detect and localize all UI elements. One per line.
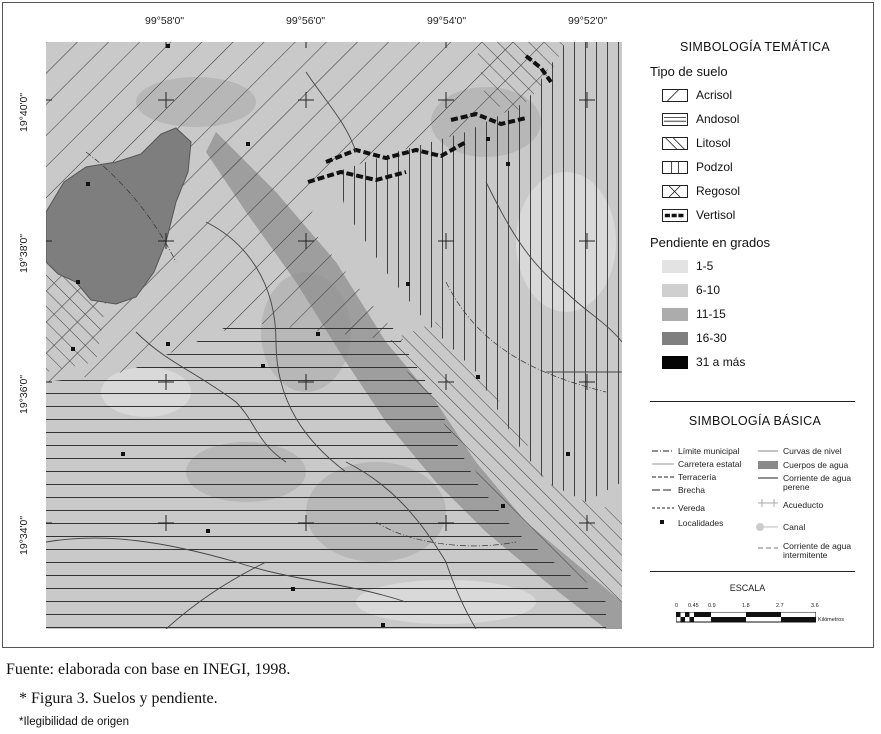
slope-label: 6-10 [696,283,721,297]
slope-swatch-4 [662,332,688,345]
scale-tick-4: 2.7 [776,603,784,609]
basic-label-aqueduct: Acueducto [783,500,824,510]
soil-label: Acrisol [696,88,733,102]
basic-label-state-road: Carretera estatal [678,459,742,469]
soil-label: Vertisol [696,208,736,222]
basic-label-dirt-road: Terracería [678,472,717,482]
basic-label-path: Vereda [678,503,705,513]
scale-title: ESCALA [729,583,766,593]
slope-label: 16-30 [696,331,727,345]
slope-legend-list [650,254,860,374]
slope-swatch-1 [662,260,688,273]
soil-legend-item [650,179,860,203]
basic-label-water-bodies: Cuerpos de agua [783,460,849,470]
longitude-label-2: 99°56'0" [286,15,326,27]
litosol-swatch [662,137,688,150]
basic-label-contours: Curvas de nivel [783,446,842,456]
latitude-label-2: 19°38'0" [18,233,30,273]
basic-label-localities: Localidades [678,518,724,528]
legend-divider [650,401,855,402]
soil-legend-list [650,83,860,227]
slope-title: Pendiente en grados [650,235,770,250]
scale-tick-3: 1.8 [742,603,750,609]
acrisol-swatch [662,89,688,102]
soil-legend-item [650,155,860,179]
illegibility-note: *Ilegibilidad de origen [19,716,129,728]
figure-caption: * Figura 3. Suelos y pendiente. [19,690,218,707]
scale-tick-2: 0.9 [708,603,716,609]
scale-tick-1: 0.45 [688,603,699,609]
slope-swatch-3 [662,308,688,321]
regosol-swatch [662,185,688,198]
soil-label: Regosol [696,184,741,198]
longitude-label-1: 99°58'0" [145,15,185,27]
thematic-legend-title: SIMBOLOGÍA TEMÁTICA [680,40,830,54]
source-caption: Fuente: elaborada con base en INEGI, 1998. [6,661,291,678]
soil-slope-map [46,42,622,629]
slope-legend-item [650,278,860,302]
latitude-label-1: 19°40'0" [18,92,30,132]
vertisol-swatch [662,209,688,222]
slope-swatch-5 [662,356,688,369]
soil-label: Litosol [696,136,731,150]
slope-label: 31 a más [696,355,746,369]
soil-legend-item [650,107,860,131]
slope-legend-item [650,302,860,326]
basic-label-canal: Canal [783,522,806,532]
scale-unit: Kilómetros [818,617,844,623]
podzol-swatch [662,161,688,174]
basic-label-gap: Brecha [678,485,705,495]
soil-type-title: Tipo de suelo [650,64,728,79]
longitude-label-3: 99°54'0" [427,15,467,27]
slope-legend-item [650,254,860,278]
soil-legend-item [650,131,860,155]
basic-label-perennial: Corriente de agua perene [783,473,852,492]
basic-legend-title: SIMBOLOGÍA BÁSICA [688,414,822,428]
slope-label: 1-5 [696,259,714,273]
soil-label: Podzol [696,160,733,174]
legend-panel [650,40,860,374]
legend-divider [650,571,855,572]
scale-bar [676,612,816,624]
slope-legend-item [650,326,860,350]
andosol-swatch [662,113,688,126]
scale-tick-0: 0 [675,603,679,609]
basic-label-intermittent: Corriente de agua intermitente [783,541,852,560]
soil-legend-item [650,83,860,107]
basic-label-municipal: Límite municipal [678,446,740,456]
slope-swatch-2 [662,284,688,297]
longitude-label-4: 99°52'0" [568,15,608,27]
slope-label: 11-15 [696,307,726,321]
slope-legend-item [650,350,860,374]
latitude-label-3: 19°36'0" [18,374,30,414]
soil-legend-item [650,203,860,227]
scale-tick-5: 3.6 [811,603,819,609]
soil-label: Andosol [696,112,740,126]
latitude-label-4: 19°34'0" [18,515,30,555]
